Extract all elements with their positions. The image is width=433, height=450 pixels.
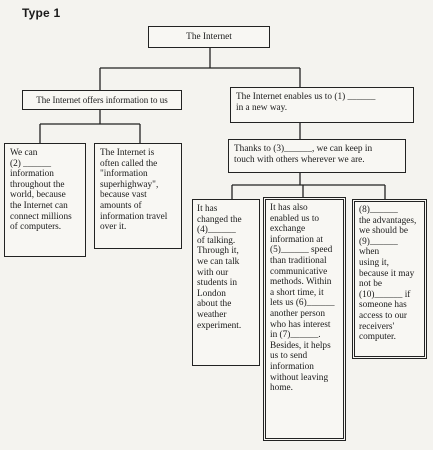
box-we-can-2: We can (2) ______ information throughout the world, because the Internet can connect millions of computers.: [4, 143, 86, 257]
box-thanks-to-3: Thanks to (3)______, we can keep in touch with others wherever we are.: [228, 139, 406, 173]
box-advantages-8-9-10: (8)______ the advantages, we should be (9)______ when using it, because it may not be (10)______ if someone has access to our receivers' computer.: [352, 199, 427, 359]
box-exchange-information-5-6-7: It has also enabled us to exchange information at (5)______ speed than traditional communicative methods. Within a short time, it lets us (6)______ another person who has interest in (7)______. Besides, it helps us to send information without leaving home.: [263, 197, 346, 441]
box-changed-the-4: It has changed the (4)______ of talking. Through it, we can talk with our students in London about the weather experiment.: [192, 199, 260, 366]
root-box-the-internet: The Internet: [148, 26, 270, 48]
box-enables-new-way: The Internet enables us to (1) ______ in a new way.: [230, 87, 414, 123]
box-offers-information: The Internet offers information to us: [22, 90, 182, 110]
box-information-superhighway: The Internet is often called the "information superhighway", because vast amounts of information travel over it.: [94, 143, 182, 249]
type-heading: Type 1: [22, 6, 61, 20]
